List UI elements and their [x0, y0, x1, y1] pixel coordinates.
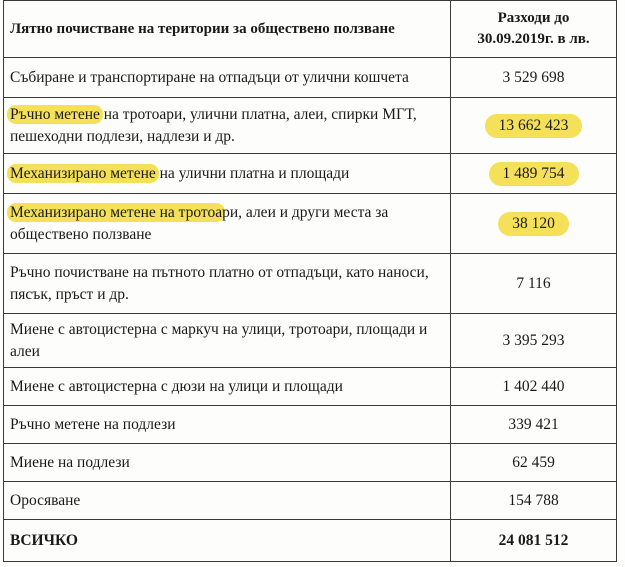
table-row — [4, 482, 617, 520]
header-amount — [451, 1, 617, 58]
table-row — [4, 98, 617, 154]
table-row — [4, 444, 617, 482]
table-row — [4, 194, 617, 254]
expenses-table — [3, 0, 617, 562]
row-amount: 13 662 423 — [451, 98, 617, 154]
table-row — [4, 254, 617, 314]
header-title: Лятно почистване на територии за обществено ползване — [4, 1, 451, 58]
row-amount: 1 489 754 — [451, 154, 617, 194]
row-description: Механизирано метене на тротоари, алеи и други места за обществено ползване — [4, 194, 451, 254]
row-amount: 154 788 — [451, 482, 617, 520]
header-amount-line1: Разходи до — [497, 10, 570, 26]
row-description: Оросяване — [4, 482, 451, 520]
table-row — [4, 154, 617, 194]
table-row — [4, 406, 617, 444]
row-amount: 3 395 293 — [451, 314, 617, 368]
highlighted-text: Ръчно метене — [7, 105, 103, 124]
row-description: Ръчно метене на тротоари, улични платна, алеи, спирки МГТ, пешеходни подлези, надлези и др. — [4, 98, 451, 154]
total-amount: 24 081 512 — [451, 520, 617, 562]
row-description: Механизирано метене на улични платна и площади — [4, 154, 451, 194]
row-description: Миене с автоцистерна с маркуч на улици, тротоари, площади и алеи — [4, 314, 451, 368]
table-header-row — [4, 1, 617, 58]
row-description: Миене на подлези — [4, 444, 451, 482]
header-amount-line2: 30.09.2019г. в лв. — [477, 31, 590, 47]
row-amount: 339 421 — [451, 406, 617, 444]
total-row — [4, 520, 617, 562]
highlighted-text: Механизирано метене — [7, 164, 159, 183]
highlighted-text: Механизирано метене на тротоа — [7, 203, 225, 222]
row-description: Събиране и транспортиране на отпадъци от улични кошчета — [4, 58, 451, 98]
table-row — [4, 58, 617, 98]
row-description: Миене с автоцистерна с дюзи на улици и площади — [4, 368, 451, 406]
table-row — [4, 314, 617, 368]
row-amount: 7 116 — [451, 254, 617, 314]
total-label: ВСИЧКО — [4, 520, 451, 562]
row-description: Ръчно почистване на пътното платно от отпадъци, като наноси, пясък, пръст и др. — [4, 254, 451, 314]
row-amount: 1 402 440 — [451, 368, 617, 406]
row-amount: 3 529 698 — [451, 58, 617, 98]
row-amount: 62 459 — [451, 444, 617, 482]
row-amount: 38 120 — [451, 194, 617, 254]
table-body — [4, 58, 617, 562]
table-row — [4, 368, 617, 406]
row-description: Ръчно метене на подлези — [4, 406, 451, 444]
